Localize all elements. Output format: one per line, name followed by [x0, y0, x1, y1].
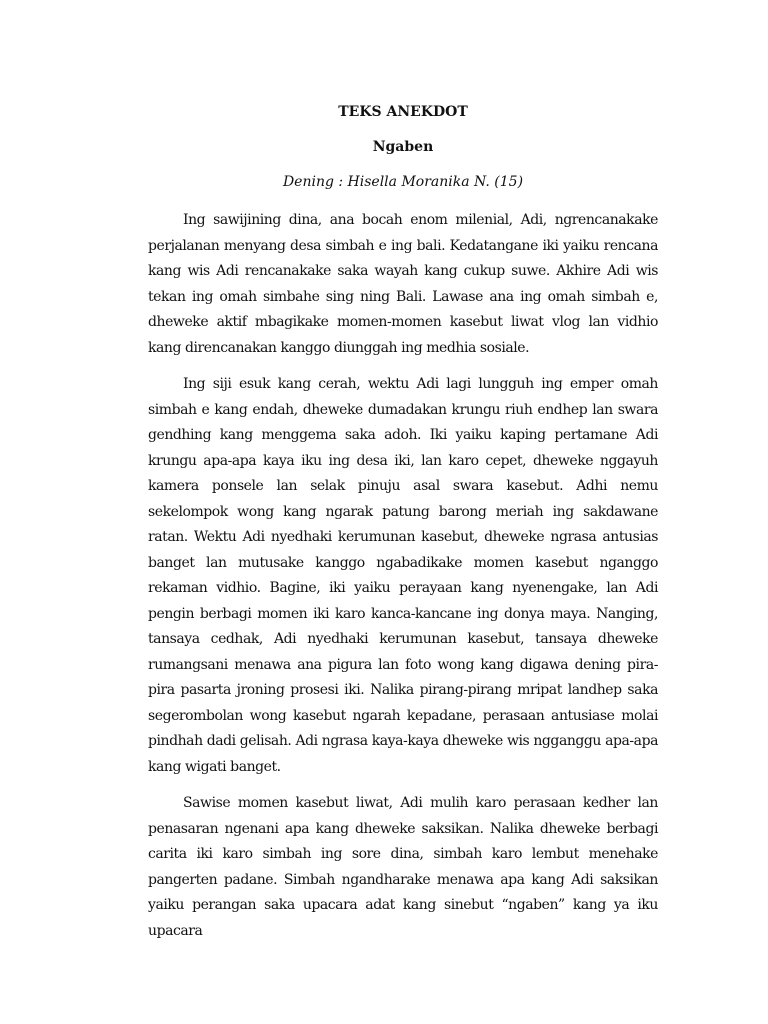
- paragraph-1: Ing sawijining dina, ana bocah enom milenial, Adi, ngrencanakake perjalanan menyang desa simbah e ing bali. Kedatangane iki yaiku rencana kang wis Adi rencanakake saka wayah kang cukup suwe. Akhire Adi wis tekan ing omah simbahe sing ning Bali. Lawase ana ing omah simbah e, dheweke aktif mbagikake momen-momen kasebut liwat vlog lan vidhio kang direncanakan kanggo diunggah ing medhia sosiale.: [148, 212, 658, 356]
- paragraph-3: Sawise momen kasebut liwat, Adi mulih karo perasaan kedher lan penasaran ngenani apa kang dheweke saksikan. Nalika dheweke berbagi carita iki karo simbah ing sore dina, simbah karo lembut menehake pangerten padane. Simbah ngandharake menawa apa kang Adi saksikan yaiku perangan saka upacara adat kang sinebut “ngaben” kang ya iku upacara: [148, 795, 658, 939]
- paragraph-2: Ing siji esuk kang cerah, wektu Adi lagi lungguh ing emper omah simbah e kang endah, dheweke dumadakan krungu riuh endhep lan swara gendhing kang menggema saka adoh. Iki yaiku kaping pertamane Adi krungu apa-apa kaya iku ing desa iki, lan karo cepet, dheweke nggayuh kamera ponsele lan selak pinuju asal swara kasebut. Adhi nemu sekelompok wong kang ngarak patung barong meriah ing sakdawane ratan. Wektu Adi nyedhaki kerumunan kasebut, dheweke ngrasa antusias banget lan mutusake kanggo ngabadikake momen kasebut nganggo rekaman vidhio. Bagine, iki yaiku perayaan kang nyenengake, lan Adi pengin berbagi momen iki karo kanca-kancane ing donya maya. Nanging, tansaya cedhak, Adi nyedhaki kerumunan kasebut, tansaya dheweke rumangsani menawa ana pigura lan foto wong kang digawa dening pira-pira pasarta jroning prosesi iki. Nalika pirang-pirang mripat landhep saka segerombolan wong kasebut ngarah kepadane, perasaan antusiase molai pindhah dadi gelisah. Adi ngrasa kaya-kaya dheweke wis ngganggu apa-apa kang wigati banget.: [148, 376, 658, 775]
- document-body: [148, 208, 658, 955]
- author-line: Dening : Hisella Moranika N. (15): [282, 174, 524, 190]
- document-subtitle: Ngaben: [372, 139, 434, 155]
- document-title: TEKS ANEKDOT: [338, 104, 468, 120]
